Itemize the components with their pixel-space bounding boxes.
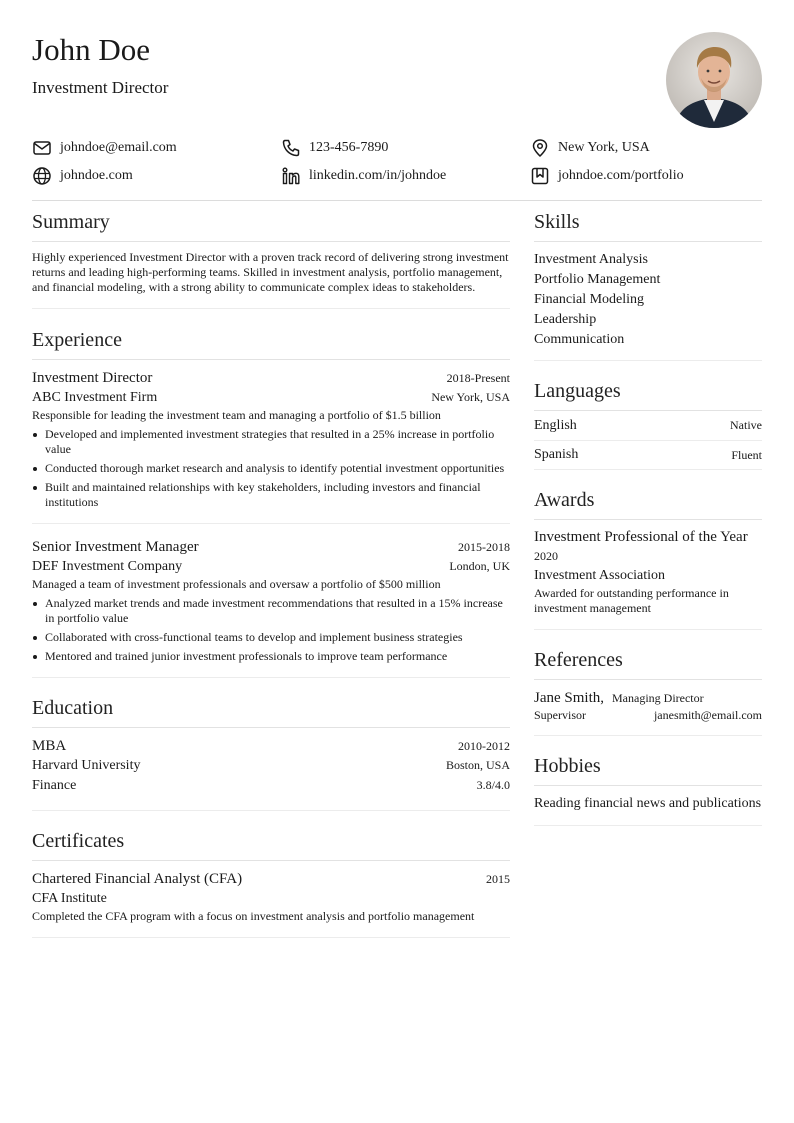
award-description: Awarded for outstanding performance in investment management — [534, 586, 729, 615]
award-year: 2020 — [534, 549, 558, 563]
job-header-row — [32, 537, 510, 557]
references-section — [534, 644, 762, 736]
certificate-issuer: CFA Institute — [32, 891, 107, 906]
header-divider — [32, 200, 762, 201]
location-text: New York, USA — [558, 140, 650, 155]
hobbies-section — [534, 750, 762, 826]
list-item: Collaborated with cross-functional teams to develop and implement business strategies — [32, 630, 510, 645]
reference-name: Jane Smith, — [534, 690, 604, 706]
education-degree-row — [32, 736, 510, 756]
section-title: Summary — [32, 206, 510, 242]
education-field-row — [32, 776, 510, 796]
section-title: Hobbies — [534, 750, 762, 786]
job-description: Responsible for leading the investment team and managing a portfolio of $1.5 billion — [32, 408, 441, 422]
section-title: Languages — [534, 375, 762, 411]
sidebar-column — [534, 206, 762, 826]
education-location: Boston, USA — [445, 758, 510, 772]
contact-phone[interactable] — [281, 138, 530, 158]
education-degree: MBA — [32, 738, 67, 754]
certificate-description: Completed the CFA program with a focus on investment analysis and portfolio management — [32, 909, 475, 923]
languages-section — [534, 375, 762, 470]
section-title: References — [534, 644, 762, 680]
list-item: Analyzed market trends and made investment recommendations that resulted in a 15% increase in portfolio value — [32, 596, 510, 626]
job-company: ABC Investment Firm — [32, 390, 158, 405]
job-location: London, UK — [449, 559, 510, 573]
experience-entry — [32, 524, 510, 678]
certificates-section — [32, 825, 510, 938]
list-item: Developed and implemented investment strategies that resulted in a 25% increase in portfolio value — [32, 427, 510, 457]
skill-item: Investment Analysis — [534, 252, 648, 267]
education-school-row — [32, 756, 510, 776]
language-name: Spanish — [534, 447, 579, 462]
skill-item: Financial Modeling — [534, 292, 645, 307]
avatar — [666, 32, 762, 128]
portfolio-icon — [530, 166, 550, 186]
phone-icon — [281, 138, 301, 158]
language-name: English — [534, 417, 577, 433]
section-title: Awards — [534, 484, 762, 520]
skill-item: Communication — [534, 332, 625, 347]
contact-website[interactable] — [32, 166, 281, 186]
skill-item: Leadership — [534, 312, 597, 327]
reference-name-row — [534, 688, 762, 708]
contact-email[interactable] — [32, 138, 281, 158]
job-bullets — [32, 596, 510, 664]
job-company-row — [32, 557, 510, 577]
linkedin-icon — [281, 166, 301, 186]
section-title: Education — [32, 692, 510, 728]
list-item: Conducted thorough market research and analysis to identify potential investment opportunities — [32, 461, 510, 476]
section-title: Skills — [534, 206, 762, 242]
job-company-row — [32, 388, 510, 408]
education-dates: 2010-2012 — [458, 739, 510, 753]
job-header-row — [32, 368, 510, 388]
award-issuer: Investment Association — [534, 568, 666, 583]
contact-row — [32, 134, 762, 162]
experience-section — [32, 324, 510, 678]
resume-header — [32, 32, 762, 132]
language-level: Native — [730, 418, 762, 432]
education-section — [32, 692, 510, 811]
language-row — [534, 411, 762, 440]
mail-icon — [32, 138, 52, 158]
skills-section — [534, 206, 762, 361]
job-bullets — [32, 427, 510, 510]
location-pin-icon — [530, 138, 550, 158]
linkedin-text: linkedin.com/in/johndoe — [309, 168, 447, 183]
section-title: Certificates — [32, 825, 510, 861]
education-gpa: 3.8/4.0 — [476, 778, 510, 792]
summary-text: Highly experienced Investment Director with a proven track record of delivering strong investment returns and leading high-performing teams. Skilled in investment analysis, portfolio management, and financial modeling, with a strong ability to communicate complex ideas to stakeholders. — [32, 250, 509, 294]
reference-position: Managing Director — [612, 691, 704, 705]
job-dates: 2015-2018 — [458, 540, 510, 554]
hobby-text: Reading financial news and publications — [534, 796, 762, 811]
reference-contact-row — [534, 708, 762, 723]
website-text: johndoe.com — [60, 168, 133, 183]
award-title: Investment Professional of the Year — [534, 529, 748, 545]
education-field: Finance — [32, 778, 77, 793]
job-role: Senior Investment Manager — [32, 539, 199, 555]
candidate-title: Investment Director — [32, 78, 169, 97]
language-level: Fluent — [731, 447, 762, 462]
certificate-name: Chartered Financial Analyst (CFA) — [32, 871, 243, 887]
experience-entry — [32, 368, 510, 524]
list-item: Mentored and trained junior investment professionals to improve team performance — [32, 649, 510, 664]
language-row — [534, 440, 762, 469]
globe-icon — [32, 166, 52, 186]
section-title: Experience — [32, 324, 510, 360]
education-school: Harvard University — [32, 758, 141, 773]
phone-text: 123-456-7890 — [309, 140, 389, 155]
certificate-row — [32, 869, 510, 889]
awards-section — [534, 484, 762, 630]
candidate-name: John Doe — [32, 32, 150, 67]
contact-linkedin[interactable] — [281, 166, 530, 186]
summary-section — [32, 206, 510, 309]
list-item: Built and maintained relationships with key stakeholders, including investors and financial institutions — [32, 480, 510, 510]
job-company: DEF Investment Company — [32, 559, 183, 574]
reference-relation: Supervisor — [534, 708, 586, 722]
job-role: Investment Director — [32, 370, 153, 386]
contact-portfolio[interactable] — [530, 166, 762, 186]
contact-row — [32, 162, 762, 190]
main-column — [32, 206, 510, 938]
skill-item: Portfolio Management — [534, 272, 661, 287]
contact-block — [32, 134, 762, 190]
email-text: johndoe@email.com — [60, 140, 177, 155]
job-dates: 2018-Present — [446, 371, 510, 385]
contact-location — [530, 138, 762, 158]
certificate-year: 2015 — [486, 872, 510, 886]
job-description: Managed a team of investment professionals and oversaw a portfolio of $500 million — [32, 577, 441, 591]
job-location: New York, USA — [431, 390, 510, 404]
reference-email[interactable]: janesmith@email.com — [653, 708, 762, 722]
portfolio-text: johndoe.com/portfolio — [558, 168, 684, 183]
